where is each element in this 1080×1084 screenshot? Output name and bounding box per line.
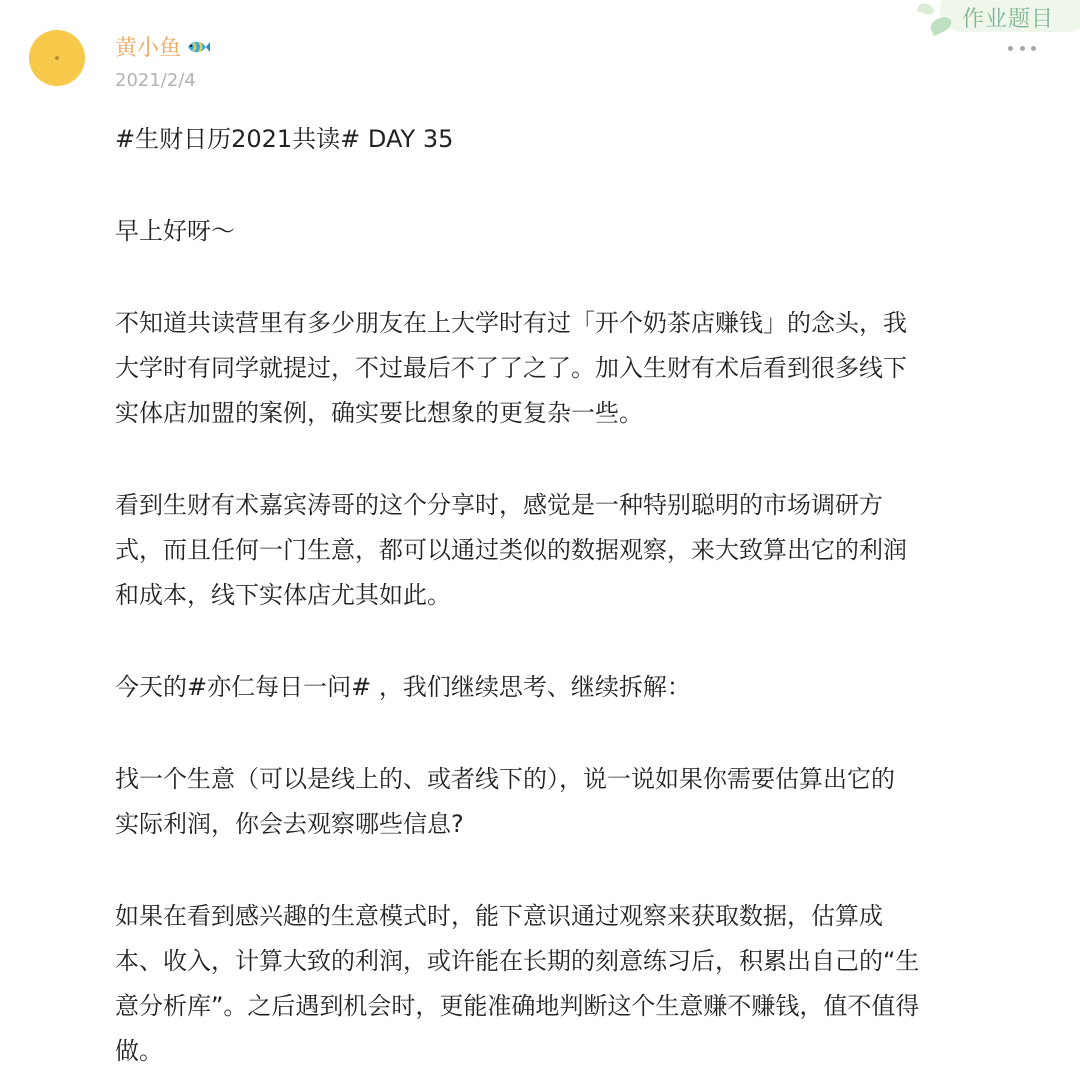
post-text-line: 本、收入，计算大致的利润，或许能在长期的刻意练习后，积累出自己的“生: [115, 947, 920, 975]
post-text-line: 看到生财有术嘉宾涛哥的这个分享时，感觉是一种特别聪明的市场调研方: [115, 491, 883, 519]
post-text-line: 实体店加盟的案例，确实要比想象的更复杂一些。: [115, 399, 643, 427]
more-dots-icon[interactable]: [1008, 41, 1036, 55]
post-text-line: #生财日历2021共读# DAY 35: [115, 125, 454, 153]
homework-topic-badge[interactable]: [910, 0, 1080, 40]
avatar[interactable]: [29, 30, 85, 86]
post-text-line: 意分析库”。之后遇到机会时，更能准确地判断这个生意赚不赚钱，值不值得: [115, 992, 920, 1020]
dot: [1020, 46, 1025, 51]
post-text-line: 式，而且任何一门生意，都可以通过类似的数据观察，来大致算出它的利润: [115, 536, 907, 564]
username[interactable]: 黄小鱼: [115, 36, 182, 61]
post-text-line: 和成本，线下实体店尤其如此。: [115, 581, 451, 609]
leaf-decoration-icon: [917, 2, 935, 17]
post-date: 2021/2/4: [115, 70, 196, 91]
paragraph-gap: [115, 847, 1045, 894]
post-text-line: 今天的#亦仁每日一问# ，我们继续思考、继续拆解：: [115, 673, 691, 701]
post-text-line: 早上好呀～: [115, 217, 235, 245]
paragraph-gap: [115, 618, 1045, 665]
fish-icon: [184, 37, 210, 57]
dot: [1008, 46, 1013, 51]
post-text-line: 如果在看到感兴趣的生意模式时，能下意识通过观察来获取数据，估算成: [115, 902, 883, 930]
post-text-line: 不知道共读营里有多少朋友在上大学时有过「开个奶茶店赚钱」的念头，我: [115, 309, 907, 337]
post-text-line: 大学时有同学就提过，不过最后不了了之了。加入生财有术后看到很多线下: [115, 354, 907, 382]
paragraph-gap: [115, 710, 1045, 757]
dot: [1031, 46, 1036, 51]
badge-label: 作业题目: [961, 7, 1054, 32]
post-text-line: 做。: [115, 1037, 163, 1065]
post-text-line: 实际利润，你会去观察哪些信息?: [115, 810, 464, 838]
paragraph-gap: [115, 162, 1045, 209]
author-row: [115, 31, 210, 62]
paragraph-gap: [115, 254, 1045, 301]
avatar-dot: [55, 56, 59, 60]
paragraph-gap: [115, 436, 1045, 483]
post-text-line: 找一个生意（可以是线上的、或者线下的），说一说如果你需要估算出它的: [115, 765, 895, 793]
post-body: [115, 117, 1045, 1074]
